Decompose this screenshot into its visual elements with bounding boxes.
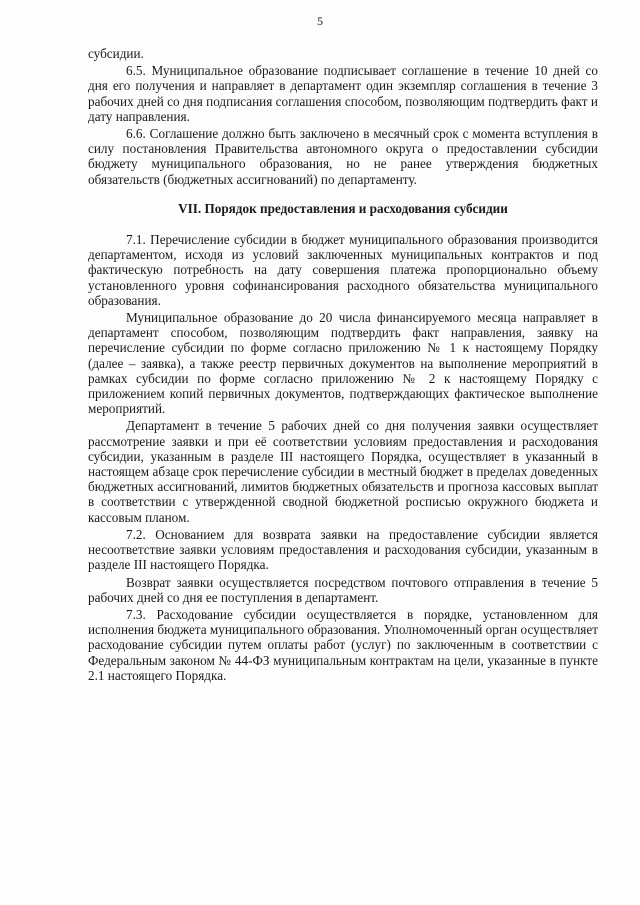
paragraph-7-2: 7.2. Основанием для возврата заявки на предоставление субсидии является несоответствие заявки условиям предоставления и расходования субсидии, указанным в разделе III настоящего Порядка. [88, 526, 598, 573]
page-number: 5 [317, 14, 323, 28]
paragraph-continuation: субсидии. [88, 46, 144, 61]
section-heading: VII. Порядок предоставления и расходования субсидии [178, 200, 508, 216]
paragraph-6-5: 6.5. Муниципальное образование подписывает соглашение в течение 10 дней со дня его получения и направляет в департамент один экземпляр соглашения в течение 3 рабочих дней со дня подписания соглашения способом, позволяющим подтвердить факт и дату направления. [88, 63, 598, 124]
document-body [88, 46, 598, 685]
paragraph-application: Муниципальное образование до 20 числа финансируемого месяца направляет в департамент способом, позволяющим подтвердить факт направления, заявку на перечисление субсидии по форме согласно приложению № 1 к настоящему Порядку (далее – заявка), а также реестр первичных документов на выполнение мероприятий в рамках субсидии по форме согласно приложению № 2 к настоящему Порядку с приложением копий первичных документов, подтверждающих фактическое выполнение мероприятий. [88, 310, 598, 417]
paragraph-6-6: 6.6. Соглашение должно быть заключено в месячный срок с момента вступления в силу постановления Правительства автономного округа о предоставлении субсидии бюджету муниципального образования, но не ранее утверждения бюджетных обязательств (бюджетных ассигнований) по департаменту. [88, 126, 598, 187]
paragraph-department-review: Департамент в течение 5 рабочих дней со дня получения заявки осуществляет рассмотрение заявки и при её соответствии условиям предоставления и расходования субсидии, указанным в разделе III настоящего Порядка, осуществляет в указанный в настоящем абзаце срок перечисление субсидии в местный бюджет в пределах доведенных бюджетных ассигнований, лимитов бюджетных обязательств и прогноза кассовых выплат в соответствии с утвержденной сводной бюджетной росписью окружного бюджета и кассовым планом. [88, 418, 598, 525]
paragraph-7-1: 7.1. Перечисление субсидии в бюджет муниципального образования производится департаментом, исходя из условий заключенных муниципальных контрактов и под фактическую потребность на дату совершения платежа пропорционально объему установленного уровня софинансирования расходного обязательства муниципального образования. [88, 232, 598, 308]
paragraph-return: Возврат заявки осуществляется посредством почтового отправления в течение 5 рабочих дней со дня ее поступления в департамент. [88, 574, 598, 605]
paragraph-7-3: 7.3. Расходование субсидии осуществляется в порядке, установленном для исполнения бюджета муниципального образования. Уполномоченный орган осуществляет расходование субсидии путем оплаты работ (услуг) по заключенным в соответствии с Федеральным законом № 44-ФЗ муниципальным контрактам на цели, указанные в пункте 2.1 настоящего Порядка. [88, 606, 598, 683]
